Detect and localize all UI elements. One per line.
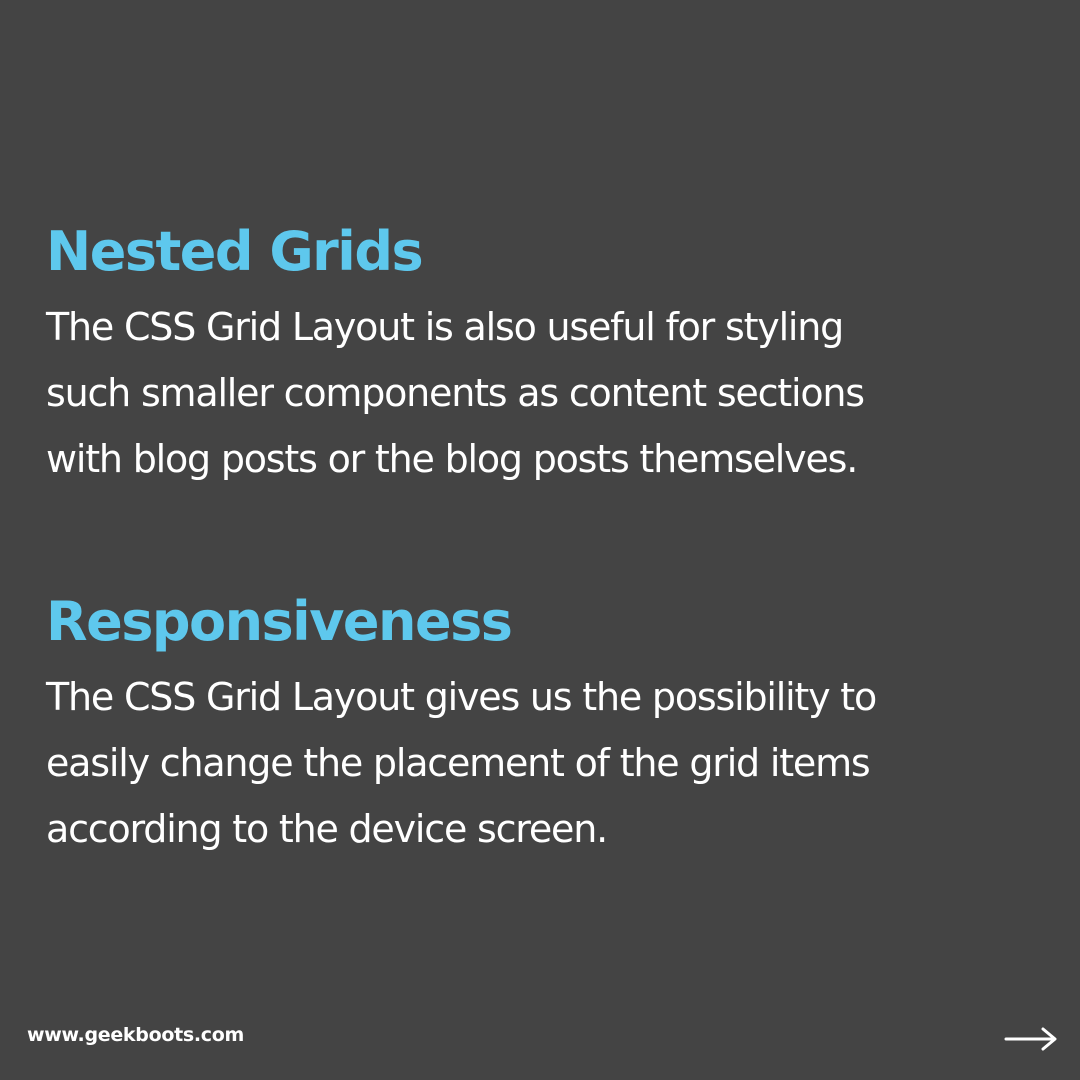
text-line: such smaller components as content sections — [46, 371, 864, 415]
text-line: with blog posts or the blog posts themselves. — [46, 437, 858, 481]
text-line: The CSS Grid Layout gives us the possibility to — [46, 675, 877, 719]
website-link[interactable]: www.geekboots.com — [27, 1024, 244, 1046]
section-heading-responsiveness: Responsiveness — [46, 590, 512, 653]
slide-content — [46, 210, 1036, 862]
section-heading-nested-grids: Nested Grids — [46, 220, 423, 283]
next-slide-button[interactable] — [1004, 1026, 1058, 1052]
section-divider — [46, 492, 1036, 580]
arrow-right-icon — [1004, 1026, 1058, 1052]
text-line: The CSS Grid Layout is also useful for styling — [46, 305, 844, 349]
section-text-nested-grids — [46, 294, 1036, 492]
section-text-responsiveness — [46, 664, 1036, 862]
text-line: easily change the placement of the grid items — [46, 741, 870, 785]
text-line: according to the device screen. — [46, 807, 608, 851]
